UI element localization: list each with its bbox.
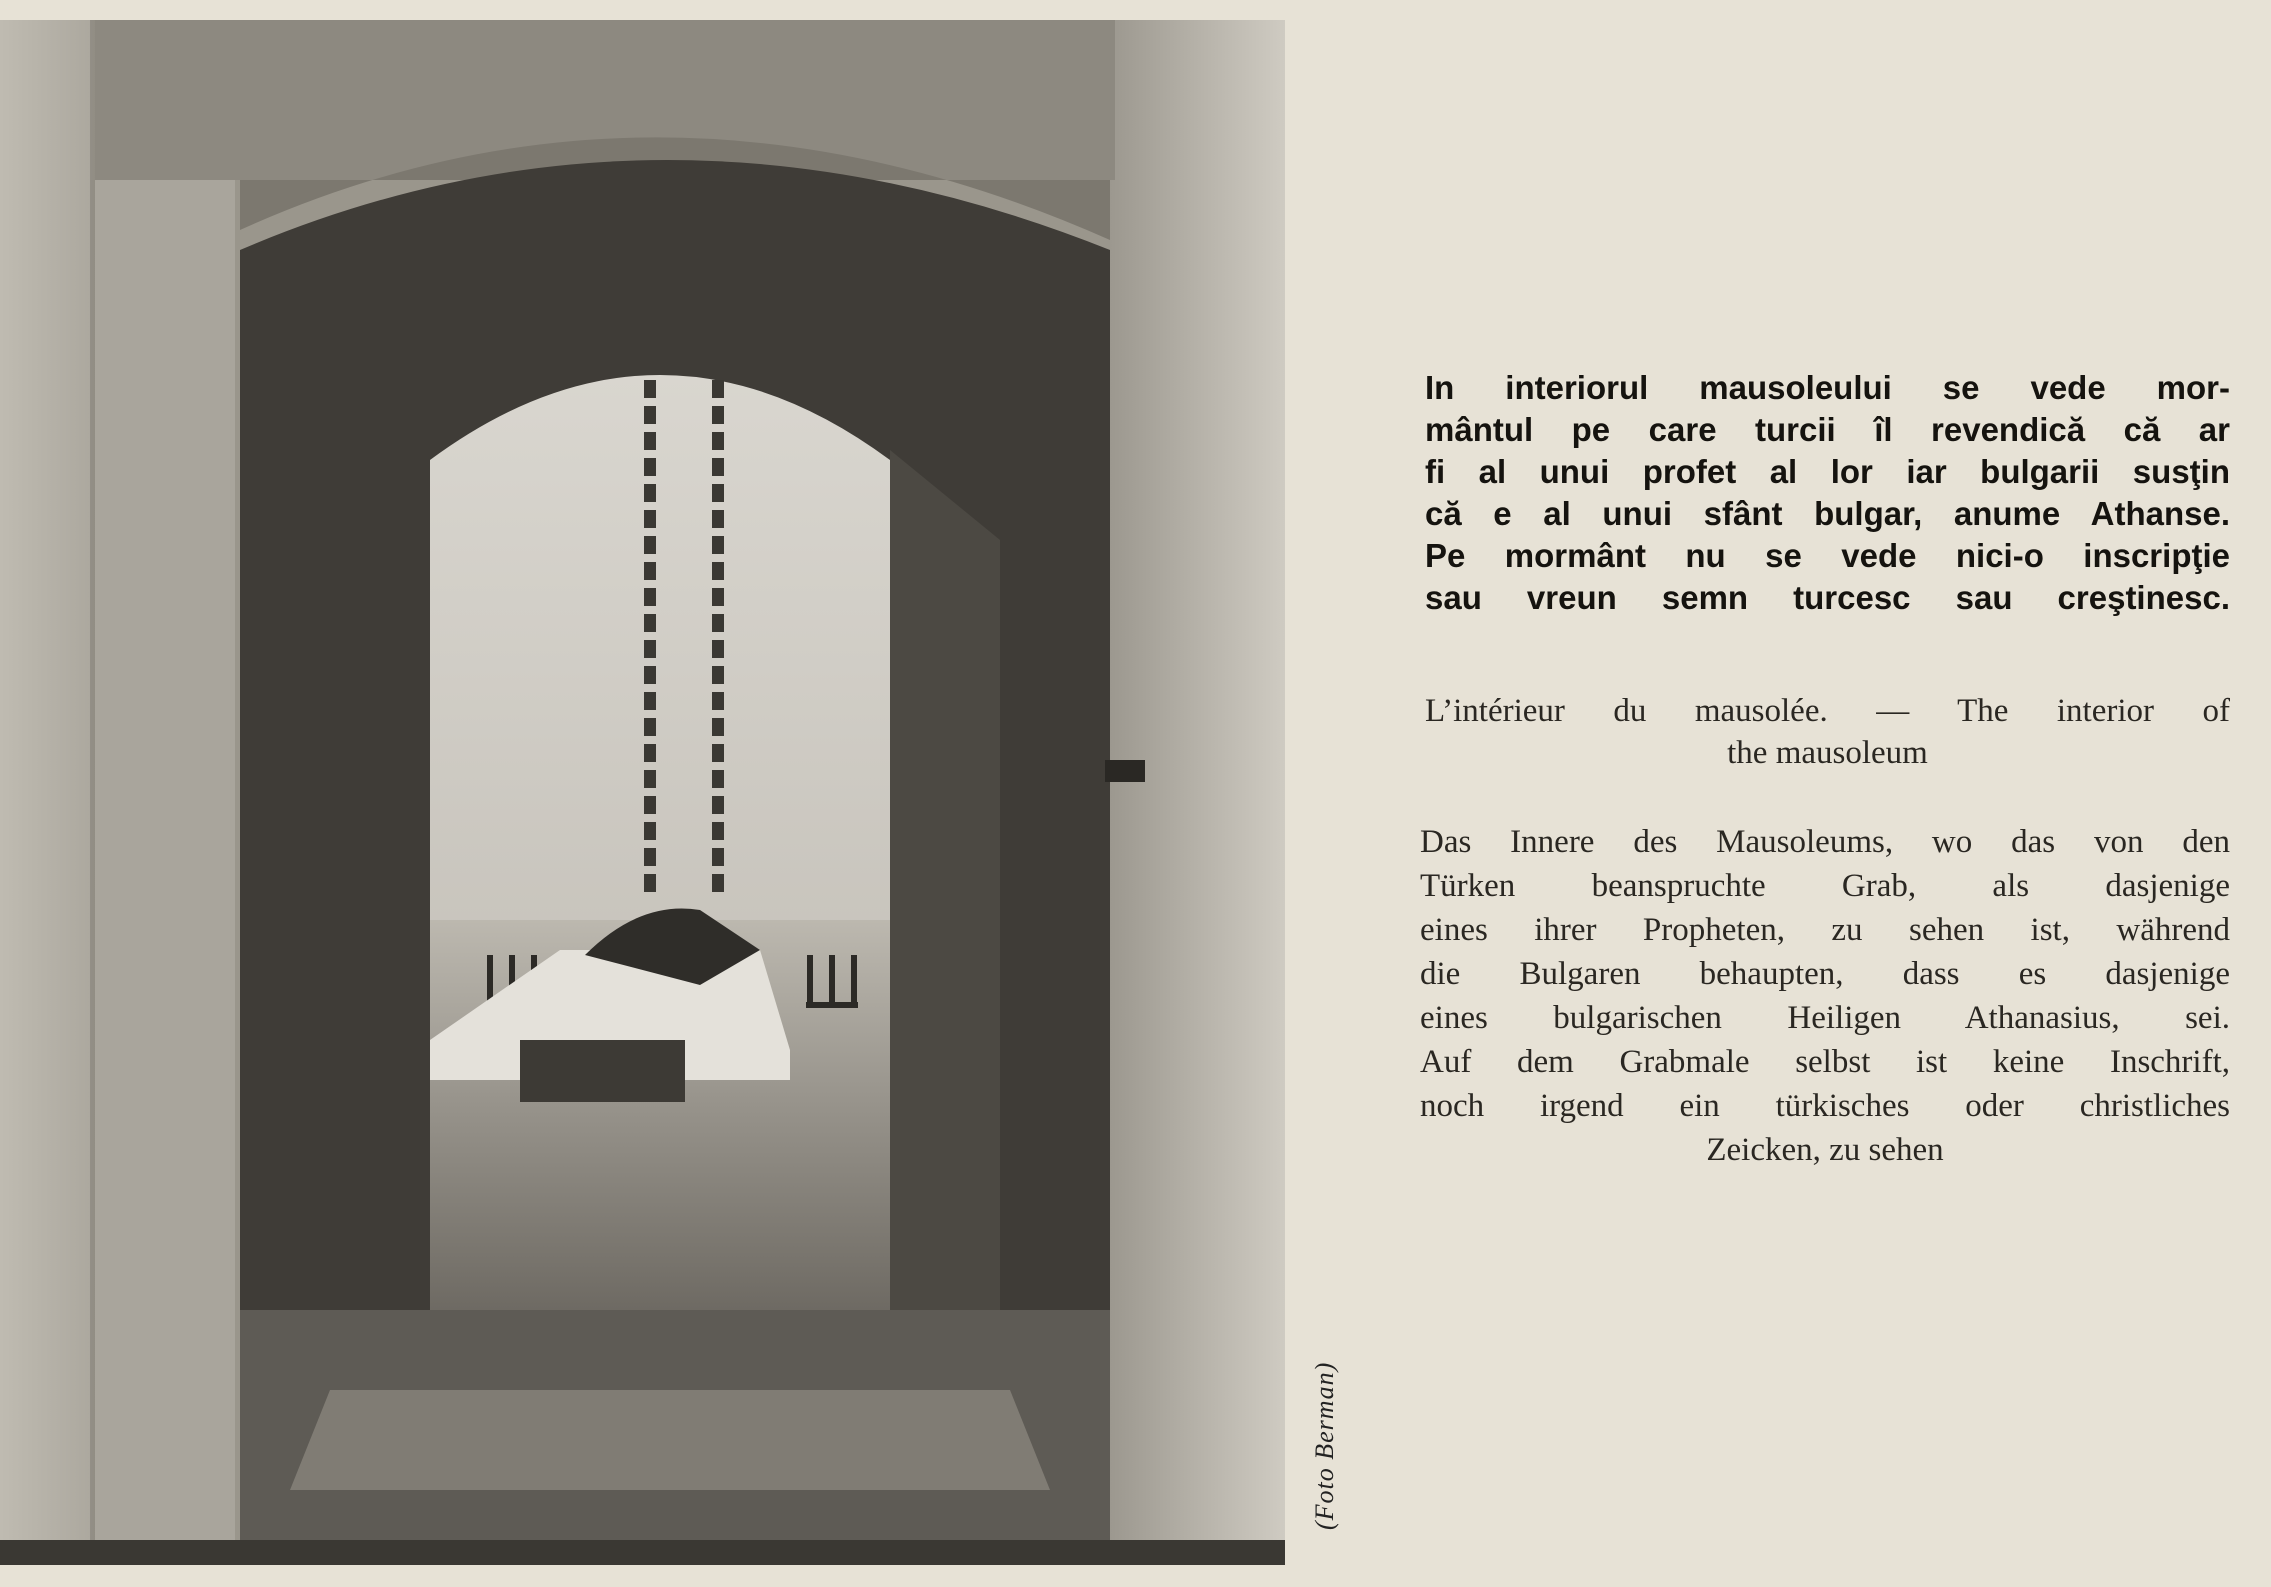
caption-german-line: die Bulgaren behaupten, dass es dasjenige — [1420, 956, 2230, 992]
caption-german-line: eines bulgarischen Heiligen Athanasius, sei. — [1420, 1000, 2230, 1036]
caption-german-line: Auf dem Grabmale selbst ist keine Inschrift, — [1420, 1044, 2230, 1080]
caption-romanian-line: sau vreun semn turcesc sau creştinesc. — [1425, 579, 2230, 616]
photo-credit: (Foto Berman) — [1310, 1361, 1339, 1530]
caption-german-line: noch irgend ein türkisches oder christliches — [1420, 1088, 2230, 1124]
caption-german-line: eines ihrer Propheten, zu sehen ist, während — [1420, 912, 2230, 948]
caption-romanian-line: In interiorul mausoleului se vede mor- — [1425, 369, 2230, 406]
caption-german-line: Türken beanspruchte Grab, als dasjenige — [1420, 868, 2230, 904]
mausoleum-photograph — [0, 20, 1285, 1565]
caption-german-line: Das Innere des Mausoleums, wo das von den — [1420, 824, 2230, 860]
caption-german — [1420, 820, 2230, 1172]
caption-french-english — [1425, 690, 2230, 774]
caption-romanian-line: fi al unui profet al lor iar bulgarii susţin — [1425, 453, 2230, 490]
caption-romanian-line: că e al unui sfânt bulgar, anume Athanse. — [1425, 495, 2230, 532]
caption-romanian — [1425, 367, 2230, 619]
caption-romanian-line: mântul pe care turcii îl revendică că ar — [1425, 411, 2230, 448]
caption-german-line: Zeicken, zu sehen — [1706, 1132, 1944, 1168]
caption-french-english-line: the mausoleum — [1727, 735, 1928, 771]
caption-romanian-line: Pe mormânt nu se vede nici-o inscripţie — [1425, 537, 2230, 574]
caption-french-english-line: L’intérieur du mausolée. — The interior of — [1425, 693, 2230, 729]
